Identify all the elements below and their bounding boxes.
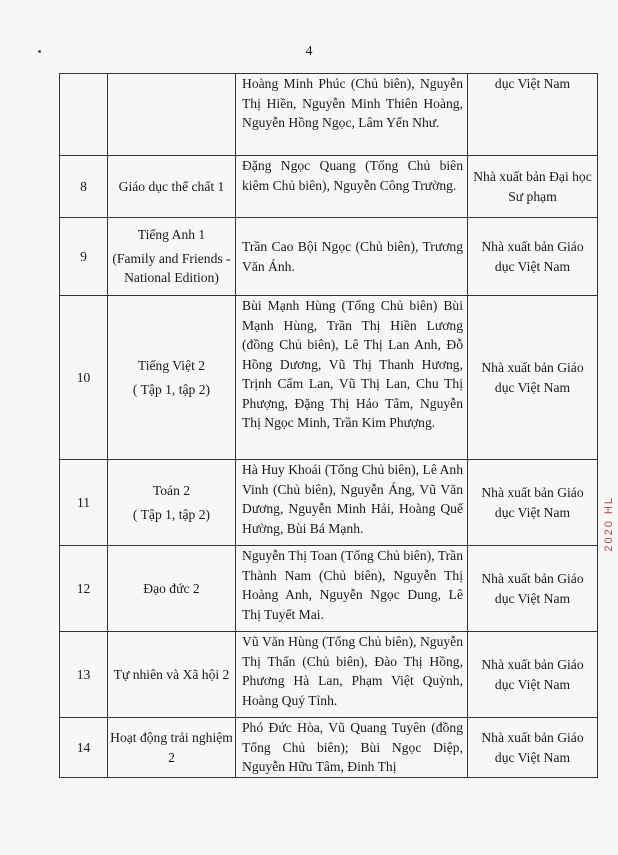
margin-stamp: 2020 HL (603, 496, 615, 552)
book-subtitle: (Family and Friends - National Edition) (112, 250, 231, 286)
book-title-cell (108, 156, 236, 218)
table-row (60, 460, 598, 546)
book-title-cell (108, 74, 236, 156)
authors-cell: Hà Huy Khoái (Tổng Chủ biên), Lê Anh Vinh (Chủ biên), Nguyễn Áng, Vũ Văn Dương, Nguyễn Minh Hải, Hoàng Quế Hường, Bùi Bá Mạnh. (236, 460, 468, 546)
book-title-cell (108, 460, 236, 546)
book-title: Tiếng Anh 1 (137, 227, 206, 243)
table-row (60, 632, 598, 718)
book-title: Tự nhiên và Xã hội 2 (113, 666, 230, 682)
book-title-cell (108, 296, 236, 460)
table-row (60, 718, 598, 778)
publisher-cell: Nhà xuất bản Giáo dục Việt Nam (468, 632, 598, 718)
authors-cell: Hoàng Minh Phúc (Chủ biên), Nguyễn Thị Hiền, Nguyễn Minh Thiên Hoàng, Nguyễn Hồng Ngọc, Lâm Yến Như. (236, 74, 468, 156)
publisher-cell: Nhà xuất bản Giáo dục Việt Nam (468, 296, 598, 460)
book-title: Giáo dục thể chất 1 (118, 178, 225, 194)
authors-cell: Trần Cao Bội Ngọc (Chủ biên), Trương Văn Ánh. (236, 218, 468, 296)
authors-cell: Nguyễn Thị Toan (Tổng Chủ biên), Trần Thành Nam (Chủ biên), Nguyễn Thị Hoàng Anh, Nguyễn Ngọc Dung, Lê Thị Tuyết Mai. (236, 546, 468, 632)
publisher-cell: Nhà xuất bản Giáo dục Việt Nam (468, 718, 598, 778)
book-title: Tiếng Việt 2 (137, 358, 206, 373)
book-subtitle: ( Tập 1, tập 2) (132, 506, 211, 522)
row-number: 11 (60, 460, 108, 546)
row-number: 13 (60, 632, 108, 718)
publisher-cell: Nhà xuất bản Giáo dục Việt Nam (468, 218, 598, 296)
textbook-table (59, 73, 598, 778)
table-row (60, 74, 598, 156)
authors-cell: Vũ Văn Hùng (Tổng Chủ biên), Nguyễn Thị Thấn (Chủ biên), Đào Thị Hồng, Phương Hà Lan, Phạm Việt Quỳnh, Hoàng Quý Tỉnh. (236, 632, 468, 718)
table-row (60, 156, 598, 218)
book-title-cell (108, 632, 236, 718)
book-title-cell (108, 218, 236, 296)
authors-cell: Phó Đức Hòa, Vũ Quang Tuyên (đồng Tổng Chủ biên); Bùi Ngọc Diệp, Nguyễn Hữu Tâm, Đinh Thị (236, 718, 468, 778)
row-number: 10 (60, 296, 108, 460)
table-row (60, 296, 598, 460)
publisher-cell: Nhà xuất bản Đại học Sư phạm (468, 156, 598, 218)
table-row (60, 546, 598, 632)
row-number: 14 (60, 718, 108, 778)
authors-cell: Đặng Ngọc Quang (Tổng Chủ biên kiêm Chủ biên), Nguyễn Công Trường. (236, 156, 468, 218)
publisher-cell: dục Việt Nam (468, 74, 598, 156)
book-title: Đạo đức 2 (143, 580, 200, 596)
book-title: Toán 2 (152, 483, 191, 498)
book-subtitle: ( Tập 1, tập 2) (132, 381, 211, 397)
book-title-cell (108, 546, 236, 632)
page-number: 4 (305, 44, 313, 59)
row-number (60, 74, 108, 156)
publisher-cell: Nhà xuất bản Giáo dục Việt Nam (468, 546, 598, 632)
row-number: 12 (60, 546, 108, 632)
publisher-cell: Nhà xuất bản Giáo dục Việt Nam (468, 460, 598, 546)
authors-cell: Bùi Mạnh Hùng (Tổng Chủ biên) Bùi Mạnh Hùng, Trần Thị Hiền Lương (đồng Chủ biên), Lê Thị Lan Anh, Đỗ Hồng Dương, Vũ Thị Thanh Hương, Trịnh Cẩm Lan, Vũ Thị Lan, Chu Thị Phượng, Đặng Thị Hảo Tâm, Nguyễn Thị Ngọc Minh, Trần Kim Phượng. (236, 296, 468, 460)
row-number: 9 (60, 218, 108, 296)
book-title: Hoạt động trải nghiệm 2 (110, 730, 233, 765)
row-number: 8 (60, 156, 108, 218)
book-title-cell (108, 718, 236, 778)
table-row (60, 218, 598, 296)
